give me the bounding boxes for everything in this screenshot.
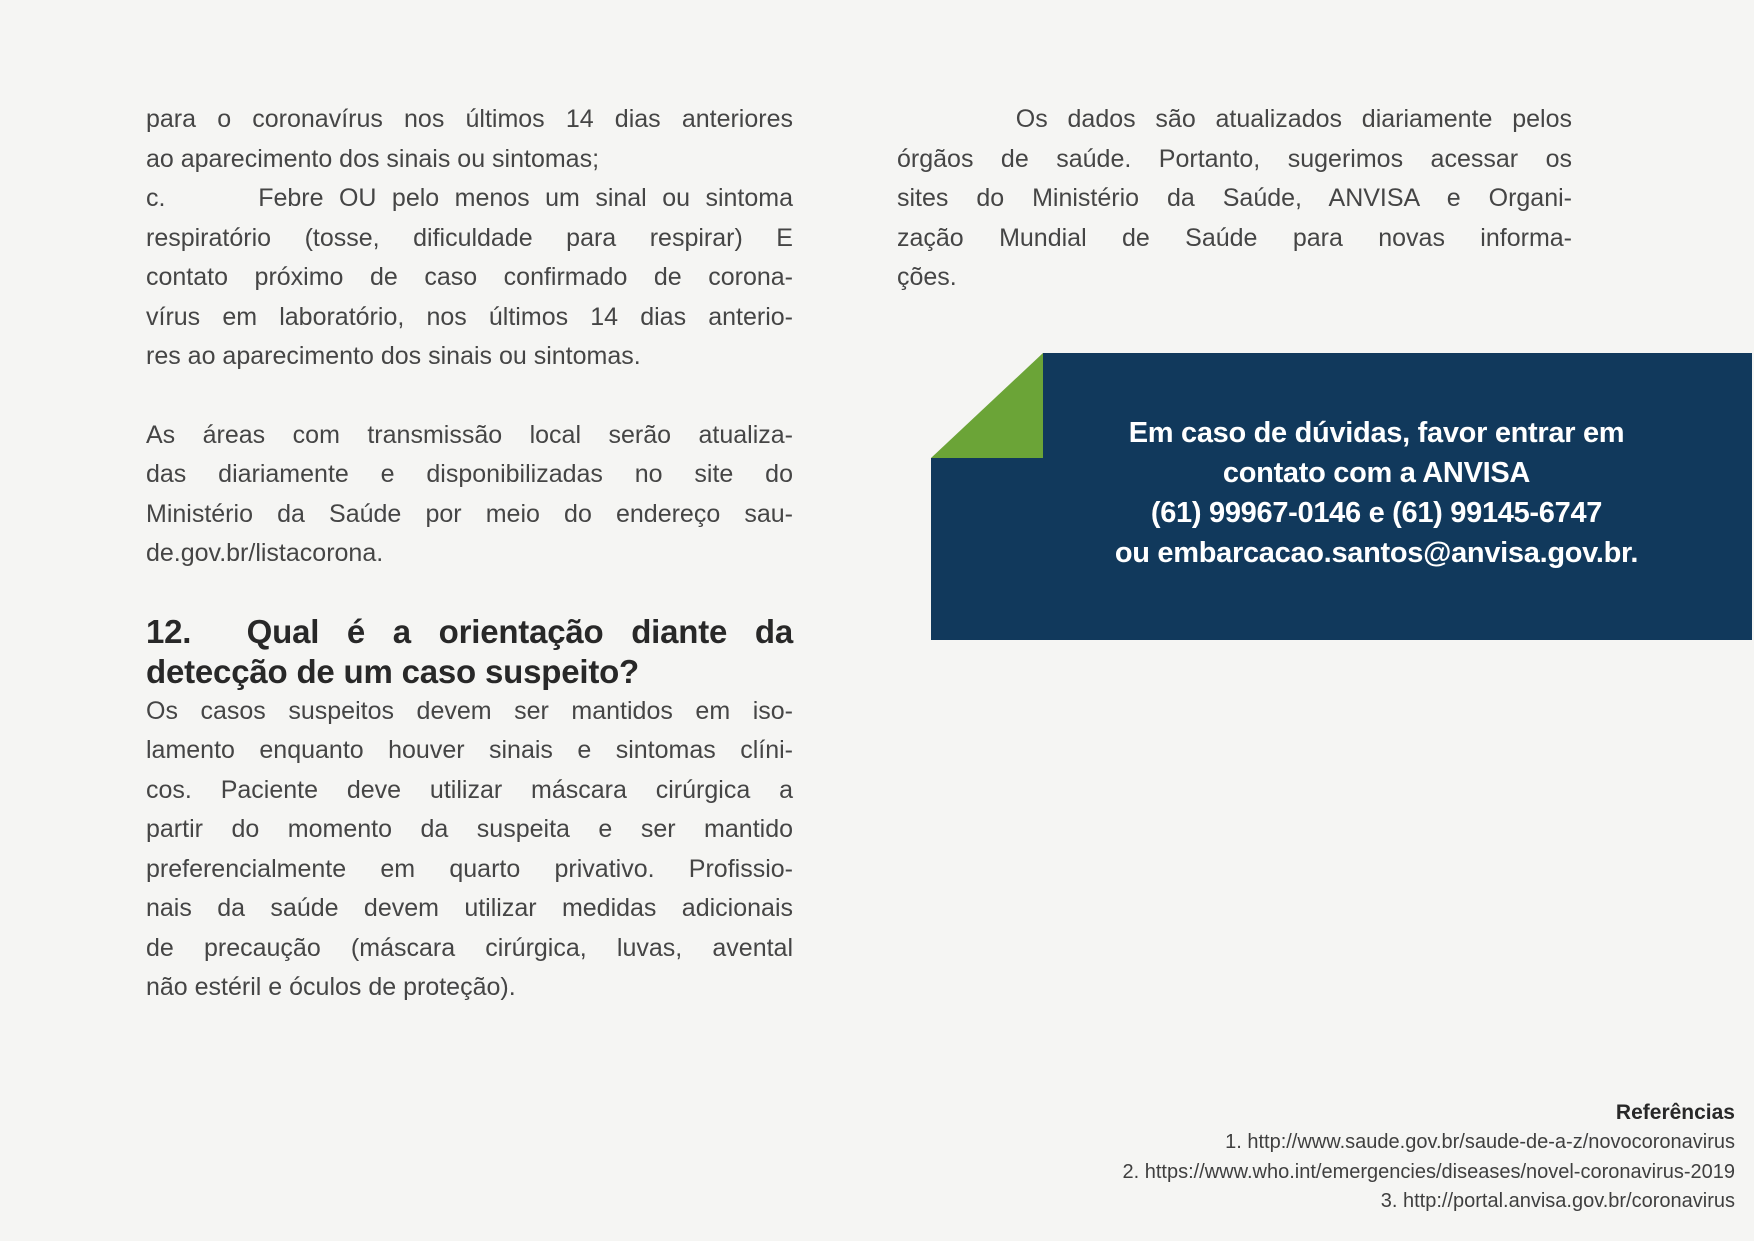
text-line: preferencialmente em quarto privativo. Profissio- <box>146 854 793 883</box>
text-line: res ao aparecimento dos sinais ou sintomas. <box>146 342 641 370</box>
references-list <box>1122 1128 1735 1217</box>
text-line: contato com a ANVISA <box>1222 457 1531 489</box>
text-line: para o coronavírus nos últimos 14 dias anteriores <box>146 105 793 133</box>
text-line: 3. http://portal.anvisa.gov.br/coronavirus <box>1380 1190 1735 1212</box>
paragraph-answer-12 <box>146 692 793 1008</box>
text-line: não estéril e óculos de proteção). <box>146 973 516 1001</box>
text-line: (61) 99967-0146 e (61) 99145-6747 <box>1150 497 1603 529</box>
text-line: ao aparecimento dos sinais ou sintomas; <box>146 144 600 173</box>
contact-box-text <box>931 353 1752 573</box>
text-line: 2. https://www.who.int/emergencies/diseases/novel-coronavirus-2019 <box>1122 1160 1735 1183</box>
text-line: das diariamente e disponibilizadas no site do <box>146 460 793 488</box>
text-line: 12. Qual é a orientação diante da <box>146 612 793 650</box>
text-line: vírus em laboratório, nos últimos 14 dias anterio- <box>146 302 793 331</box>
text-line: 1. http://www.saude.gov.br/saude-de-a-z/novocoronavirus <box>1225 1131 1735 1153</box>
text-line: partir do momento da suspeita e ser mantido <box>146 815 793 843</box>
text-line: As áreas com transmissão local serão atualiza- <box>146 420 793 449</box>
text-line: Os dados são atualizados diariamente pelos <box>897 105 1572 133</box>
contact-box <box>931 353 1752 640</box>
text-line: nais da saúde devem utilizar medidas adicionais <box>146 894 793 922</box>
text-line: respiratório (tosse, dificuldade para respirar) E <box>146 223 793 252</box>
paragraph-dados <box>897 100 1572 298</box>
text-line: de.gov.br/listacorona. <box>146 539 384 567</box>
text-line: sites do Ministério da Saúde, ANVISA e Organi- <box>897 184 1572 212</box>
text-line: lamento enquanto houver sinais e sintomas clíni- <box>146 736 793 764</box>
text-line: cos. Paciente deve utilizar máscara cirúrgica a <box>146 775 793 804</box>
text-line: contato próximo de caso confirmado de corona- <box>146 263 793 291</box>
right-column <box>897 100 1572 298</box>
text-line: detecção de um caso suspeito? <box>146 652 640 690</box>
text-line: Em caso de dúvidas, favor entrar em <box>1128 417 1625 449</box>
paragraph-item-b <box>146 100 793 179</box>
text-line: Os casos suspeitos devem ser mantidos em iso- <box>146 696 793 725</box>
text-line: ções. <box>897 263 957 291</box>
text-line: Ministério da Saúde por meio do endereço sau- <box>146 499 793 528</box>
text-line: c. Febre OU pelo menos um sinal ou sintoma <box>146 184 793 212</box>
paragraph-item-c <box>146 179 793 377</box>
heading-question-12 <box>146 612 793 692</box>
text-line: de precaução (máscara cirúrgica, luvas, avental <box>146 933 793 962</box>
references-title: Referências <box>1615 1101 1735 1124</box>
text-line: órgãos de saúde. Portanto, sugerimos acessar os <box>897 144 1572 173</box>
text-line: zação Mundial de Saúde para novas informa- <box>897 223 1572 252</box>
paragraph-areas <box>146 416 793 574</box>
text-line: ou embarcacao.santos@anvisa.gov.br. <box>1114 537 1639 569</box>
references-section <box>1122 1098 1735 1217</box>
left-column <box>146 100 793 1008</box>
